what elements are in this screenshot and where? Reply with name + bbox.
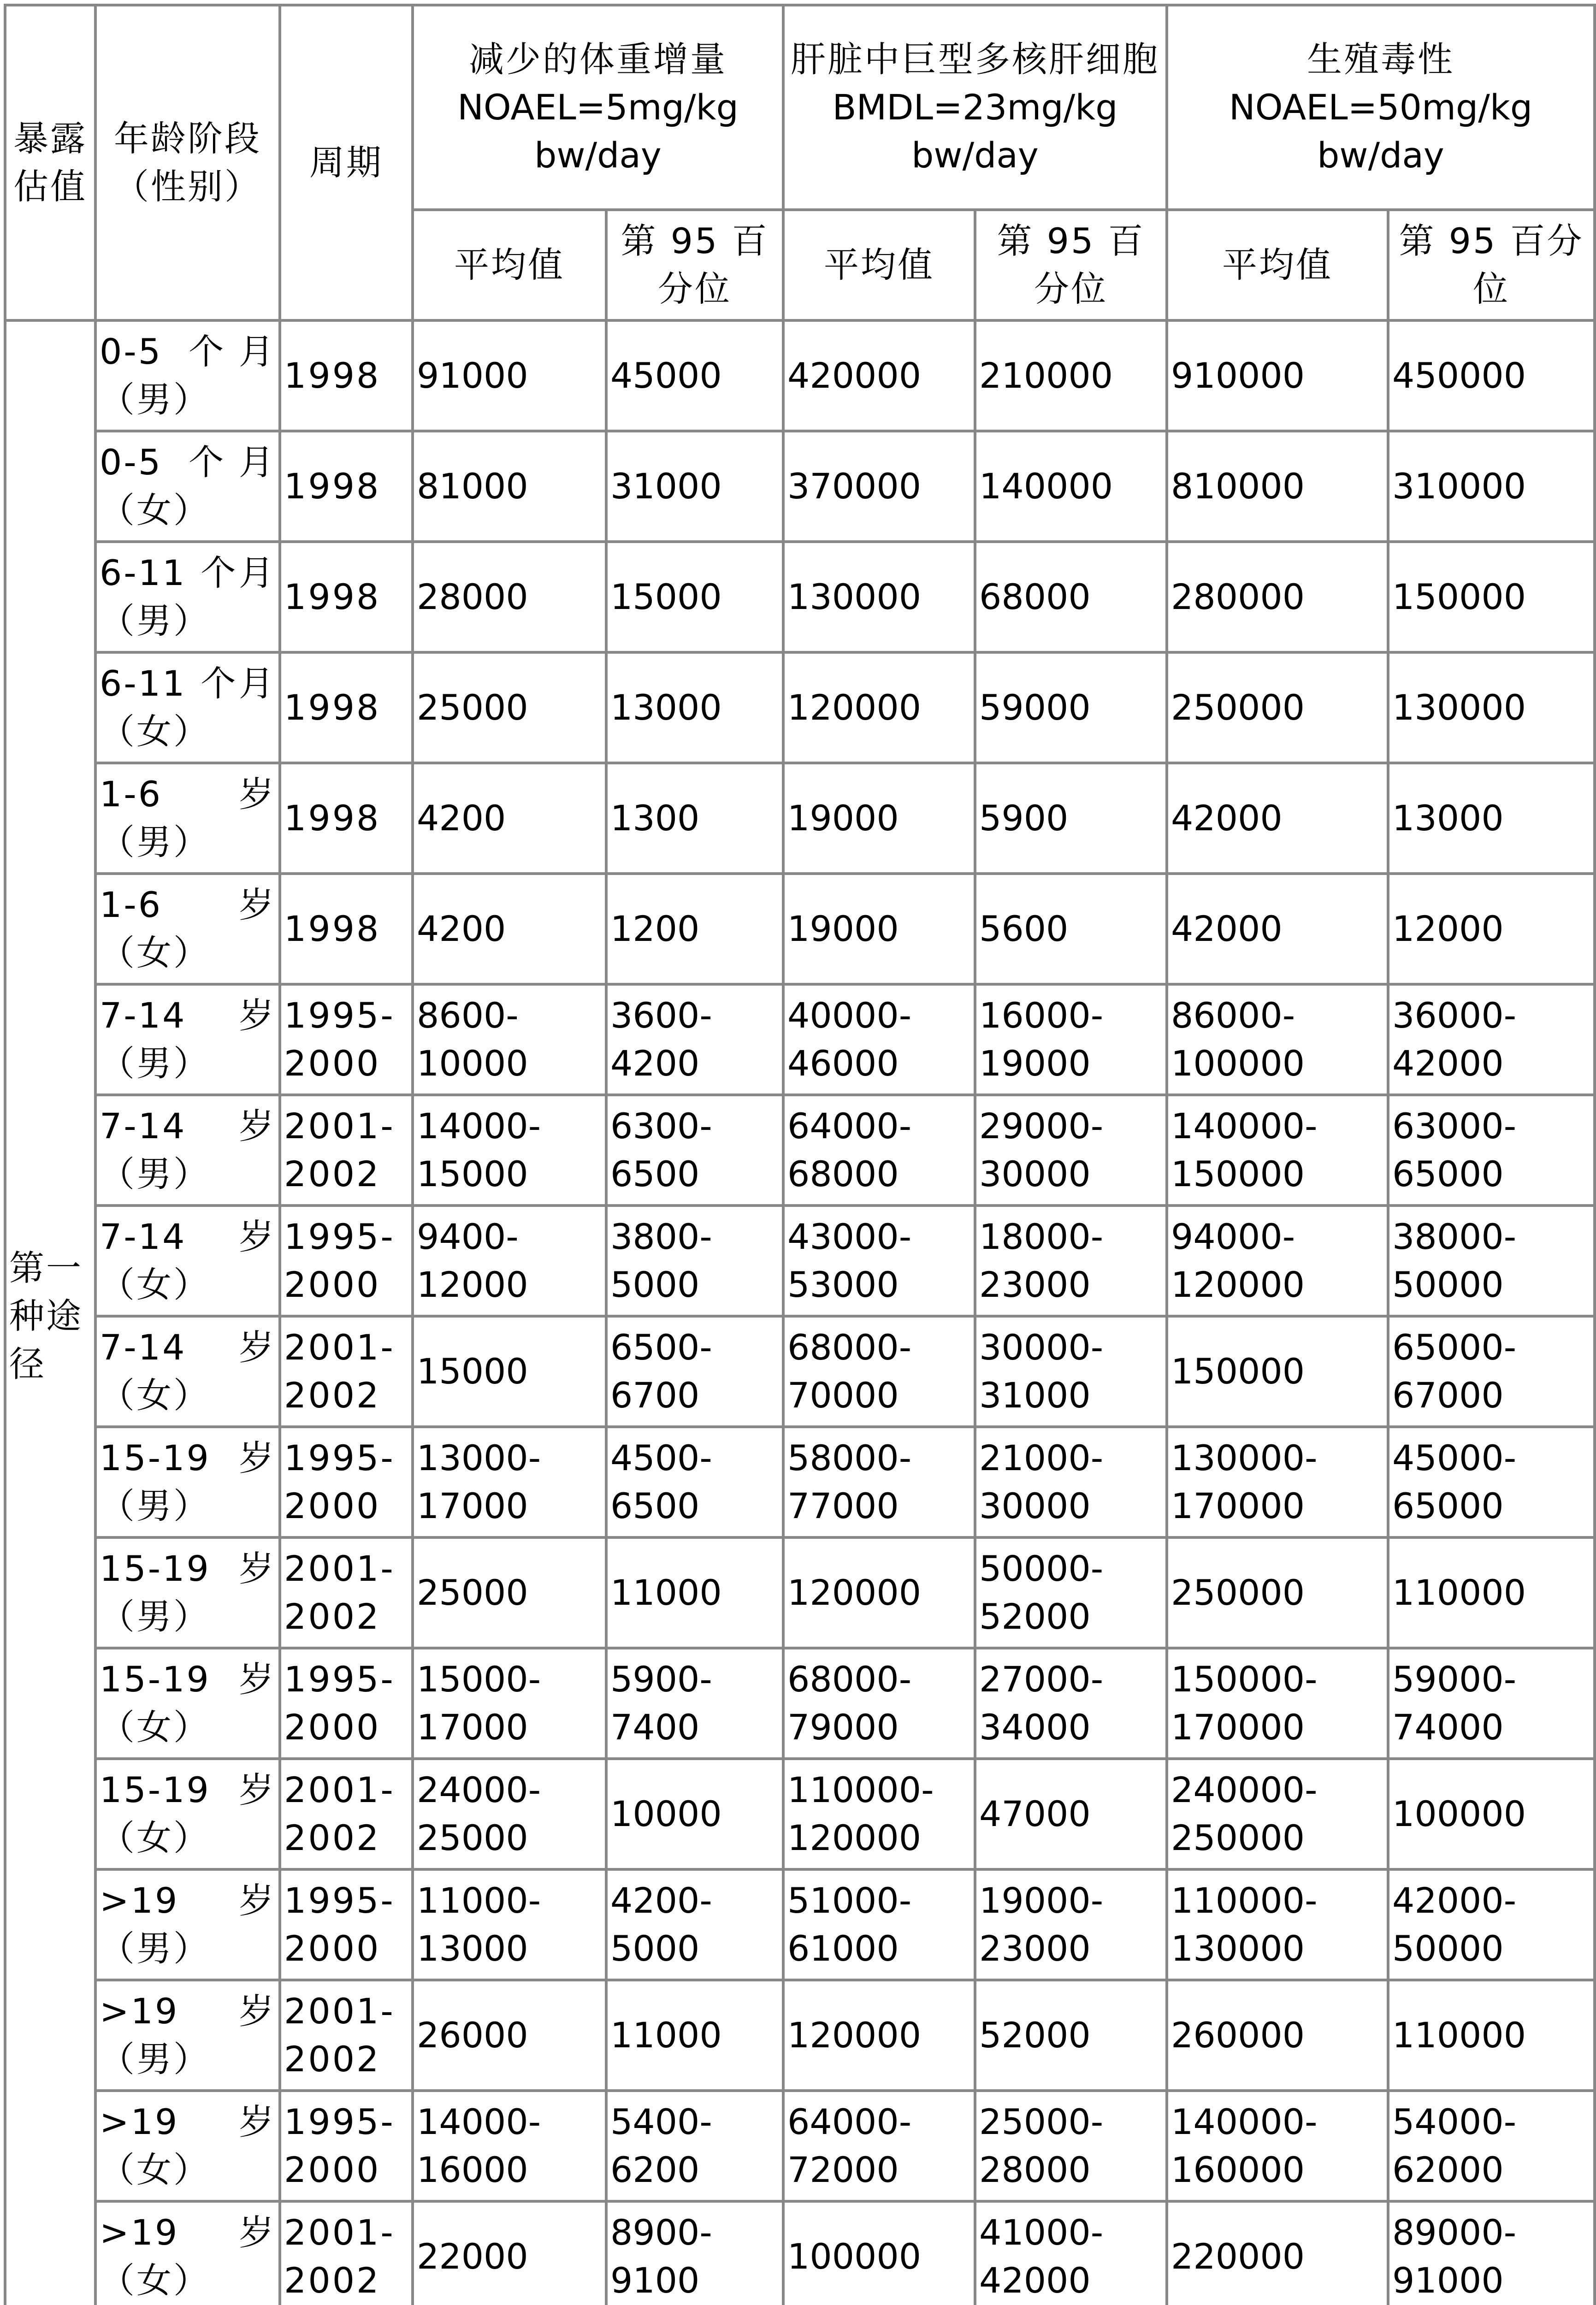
exposure-table (4, 4, 1596, 2305)
age-range: 6-11 个月 (100, 552, 276, 593)
age-group-cell (95, 2091, 280, 2201)
value-cell: 45000-65000 (1388, 1427, 1595, 1537)
header-endpoint-reproductive (1167, 5, 1595, 210)
value-cell: 21000-30000 (975, 1427, 1167, 1537)
value-cell: 16000-19000 (975, 984, 1167, 1095)
subheader-mean: 平均值 (783, 210, 975, 320)
value-cell: 3800-5000 (606, 1206, 783, 1316)
age-range: 1-6 岁 (100, 774, 276, 815)
value-cell: 15000-17000 (413, 1648, 606, 1759)
age-range: 15-19 岁 (100, 1769, 276, 1810)
value-cell: 130000-170000 (1167, 1427, 1388, 1537)
age-range: 7-14 岁 (100, 995, 276, 1036)
value-cell: 19000-23000 (975, 1869, 1167, 1980)
value-cell: 36000-42000 (1388, 984, 1595, 1095)
period-cell: 1998 (280, 320, 413, 431)
value-cell: 110000 (1388, 1537, 1595, 1648)
age-range: 7-14 岁 (100, 1105, 276, 1147)
value-cell: 1200 (606, 874, 783, 984)
subheader-mean: 平均值 (413, 210, 606, 320)
value-cell: 40000-46000 (783, 984, 975, 1095)
value-cell: 150000-170000 (1167, 1648, 1388, 1759)
age-sex: （女） (100, 2149, 210, 2190)
value-cell: 54000-62000 (1388, 2091, 1595, 2201)
value-cell: 6500-6700 (606, 1316, 783, 1427)
age-sex: （女） (100, 1264, 210, 1305)
age-range: >19 岁 (100, 2101, 276, 2142)
table-row (5, 542, 1595, 652)
value-cell: 45000 (606, 320, 783, 431)
value-cell: 89000-91000 (1388, 2201, 1595, 2305)
value-cell: 26000 (413, 1980, 606, 2091)
value-cell: 4200 (413, 763, 606, 874)
age-sex: （女） (100, 1375, 210, 1416)
value-cell: 130000 (1388, 652, 1595, 763)
value-cell: 140000-160000 (1167, 2091, 1388, 2201)
value-cell: 68000-70000 (783, 1316, 975, 1427)
value-cell: 27000-34000 (975, 1648, 1167, 1759)
age-range: 6-11 个月 (100, 663, 276, 704)
value-cell: 14000-15000 (413, 1095, 606, 1206)
age-sex: （男） (100, 822, 210, 863)
header-exposure: 暴露估值 (5, 5, 95, 320)
value-cell: 8900-9100 (606, 2201, 783, 2305)
age-range: 0-5 个月 (100, 331, 276, 372)
age-group-cell (95, 1648, 280, 1759)
age-group-cell (95, 1316, 280, 1427)
value-cell: 91000 (413, 320, 606, 431)
value-cell: 100000 (1388, 1759, 1595, 1869)
age-range: 15-19 岁 (100, 1659, 276, 1700)
age-group-cell (95, 1095, 280, 1206)
age-sex: （女） (100, 2260, 210, 2301)
age-range: 1-6 岁 (100, 884, 276, 925)
period-cell: 1998 (280, 431, 413, 542)
value-cell: 42000-50000 (1388, 1869, 1595, 1980)
value-cell: 4500-6500 (606, 1427, 783, 1537)
value-cell: 280000 (1167, 542, 1388, 652)
age-sex: （男） (100, 1485, 210, 1526)
age-range: >19 岁 (100, 2212, 276, 2253)
age-range: 15-19 岁 (100, 1548, 276, 1589)
endpoint-value: NOAEL=50mg/kg bw/day (1229, 87, 1533, 176)
value-cell: 51000-61000 (783, 1869, 975, 1980)
value-cell: 22000 (413, 2201, 606, 2305)
value-cell: 370000 (783, 431, 975, 542)
value-cell: 120000 (783, 1537, 975, 1648)
period-cell: 1995-2000 (280, 1427, 413, 1537)
age-group-cell (95, 1869, 280, 1980)
value-cell: 25000 (413, 1537, 606, 1648)
value-cell: 38000-50000 (1388, 1206, 1595, 1316)
value-cell: 310000 (1388, 431, 1595, 542)
value-cell: 15000 (606, 542, 783, 652)
age-group-cell (95, 984, 280, 1095)
table-row (5, 763, 1595, 874)
value-cell: 220000 (1167, 2201, 1388, 2305)
value-cell: 31000 (606, 431, 783, 542)
value-cell: 110000-130000 (1167, 1869, 1388, 1980)
value-cell: 65000-67000 (1388, 1316, 1595, 1427)
value-cell: 68000 (975, 542, 1167, 652)
endpoint-name: 生殖毒性 (1307, 39, 1454, 80)
age-sex: （男） (100, 1596, 210, 1637)
value-cell: 120000 (783, 1980, 975, 2091)
value-cell: 240000-250000 (1167, 1759, 1388, 1869)
header-endpoint-liver-cells (783, 5, 1167, 210)
value-cell: 5900-7400 (606, 1648, 783, 1759)
value-cell: 63000-65000 (1388, 1095, 1595, 1206)
value-cell: 13000 (606, 652, 783, 763)
age-range: >19 岁 (100, 1991, 276, 2032)
table-row (5, 320, 1595, 431)
value-cell: 59000-74000 (1388, 1648, 1595, 1759)
table-row (5, 1095, 1595, 1206)
age-sex: （男） (100, 600, 210, 641)
age-range: 7-14 岁 (100, 1216, 276, 1257)
table-row (5, 2201, 1595, 2305)
value-cell: 110000-120000 (783, 1759, 975, 1869)
age-group-cell (95, 874, 280, 984)
value-cell: 28000 (413, 542, 606, 652)
table-row (5, 984, 1595, 1095)
value-cell: 42000 (1167, 874, 1388, 984)
value-cell: 12000 (1388, 874, 1595, 984)
table-row (5, 874, 1595, 984)
value-cell: 29000-30000 (975, 1095, 1167, 1206)
value-cell: 420000 (783, 320, 975, 431)
age-sex: （男） (100, 1928, 210, 1969)
value-cell: 58000-77000 (783, 1427, 975, 1537)
table-row (5, 1537, 1595, 1648)
subheader-p95: 第 95 百分位 (1388, 210, 1595, 320)
value-cell: 52000 (975, 1980, 1167, 2091)
value-cell: 18000-23000 (975, 1206, 1167, 1316)
period-cell: 2001-2002 (280, 1537, 413, 1648)
age-sex: （男） (100, 379, 210, 420)
age-group-cell (95, 2201, 280, 2305)
period-cell: 1995-2000 (280, 1206, 413, 1316)
endpoint-value: BMDL=23mg/kg bw/day (832, 87, 1118, 176)
period-cell: 1995-2000 (280, 1648, 413, 1759)
value-cell: 86000-100000 (1167, 984, 1388, 1095)
value-cell: 11000 (606, 1537, 783, 1648)
table-row (5, 1980, 1595, 2091)
subheader-mean: 平均值 (1167, 210, 1388, 320)
value-cell: 68000-79000 (783, 1648, 975, 1759)
value-cell: 10000 (606, 1759, 783, 1869)
period-cell: 1995-2000 (280, 1869, 413, 1980)
value-cell: 250000 (1167, 652, 1388, 763)
value-cell: 42000 (1167, 763, 1388, 874)
table-row (5, 1427, 1595, 1537)
value-cell: 120000 (783, 652, 975, 763)
period-cell: 2001-2002 (280, 1316, 413, 1427)
table-row (5, 652, 1595, 763)
period-cell: 1998 (280, 874, 413, 984)
endpoint-value: NOAEL=5mg/kg bw/day (457, 87, 739, 176)
age-sex: （女） (100, 711, 210, 752)
age-sex: （女） (100, 490, 210, 531)
age-group-cell (95, 542, 280, 652)
age-sex: （男） (100, 1043, 210, 1084)
period-cell: 1995-2000 (280, 984, 413, 1095)
age-sex: （男） (100, 2039, 210, 2080)
age-group-cell (95, 1427, 280, 1537)
age-group-cell (95, 431, 280, 542)
table-row (5, 431, 1595, 542)
age-group-cell (95, 1537, 280, 1648)
value-cell: 8600-10000 (413, 984, 606, 1095)
value-cell: 94000-120000 (1167, 1206, 1388, 1316)
value-cell: 6300-6500 (606, 1095, 783, 1206)
period-cell: 2001-2002 (280, 1980, 413, 2091)
table-row (5, 1869, 1595, 1980)
header-age-group: 年龄阶段（性别） (95, 5, 280, 320)
value-cell: 910000 (1167, 320, 1388, 431)
age-range: 15-19 岁 (100, 1437, 276, 1478)
age-sex: （男） (100, 1153, 210, 1194)
value-cell: 140000 (975, 431, 1167, 542)
route-label: 第一种途径 (5, 320, 95, 2305)
period-cell: 1995-2000 (280, 2091, 413, 2201)
value-cell: 5900 (975, 763, 1167, 874)
value-cell: 25000 (413, 652, 606, 763)
table-row (5, 2091, 1595, 2201)
value-cell: 30000-31000 (975, 1316, 1167, 1427)
value-cell: 59000 (975, 652, 1167, 763)
header-period: 周期 (280, 5, 413, 320)
table-row (5, 1206, 1595, 1316)
value-cell: 3600-4200 (606, 984, 783, 1095)
value-cell: 100000 (783, 2201, 975, 2305)
age-group-cell (95, 1980, 280, 2091)
endpoint-name: 减少的体重增量 (469, 39, 727, 80)
value-cell: 19000 (783, 763, 975, 874)
value-cell: 140000-150000 (1167, 1095, 1388, 1206)
value-cell: 5400-6200 (606, 2091, 783, 2201)
table-row (5, 1648, 1595, 1759)
value-cell: 14000-16000 (413, 2091, 606, 2201)
value-cell: 210000 (975, 320, 1167, 431)
age-sex: （女） (100, 1707, 210, 1748)
value-cell: 130000 (783, 542, 975, 652)
table-row (5, 1759, 1595, 1869)
age-range: >19 岁 (100, 1880, 276, 1921)
age-group-cell (95, 1206, 280, 1316)
value-cell: 15000 (413, 1316, 606, 1427)
value-cell: 260000 (1167, 1980, 1388, 2091)
value-cell: 41000-42000 (975, 2201, 1167, 2305)
age-sex: （女） (100, 932, 210, 973)
value-cell: 9400-12000 (413, 1206, 606, 1316)
value-cell: 64000-72000 (783, 2091, 975, 2201)
header-row-1 (5, 5, 1595, 210)
value-cell: 19000 (783, 874, 975, 984)
value-cell: 13000-17000 (413, 1427, 606, 1537)
value-cell: 50000-52000 (975, 1537, 1167, 1648)
value-cell: 43000-53000 (783, 1206, 975, 1316)
age-group-cell (95, 652, 280, 763)
age-range: 7-14 岁 (100, 1327, 276, 1368)
age-range: 0-5 个月 (100, 442, 276, 483)
period-cell: 2001-2002 (280, 2201, 413, 2305)
value-cell: 11000 (606, 1980, 783, 2091)
period-cell: 1998 (280, 542, 413, 652)
period-cell: 2001-2002 (280, 1095, 413, 1206)
value-cell: 64000-68000 (783, 1095, 975, 1206)
value-cell: 250000 (1167, 1537, 1388, 1648)
period-cell: 2001-2002 (280, 1759, 413, 1869)
value-cell: 5600 (975, 874, 1167, 984)
header-endpoint-weight-gain (413, 5, 783, 210)
value-cell: 150000 (1167, 1316, 1388, 1427)
value-cell: 450000 (1388, 320, 1595, 431)
age-group-cell (95, 1759, 280, 1869)
age-sex: （女） (100, 1817, 210, 1858)
value-cell: 11000-13000 (413, 1869, 606, 1980)
value-cell: 150000 (1388, 542, 1595, 652)
subheader-p95: 第 95 百分位 (975, 210, 1167, 320)
value-cell: 25000-28000 (975, 2091, 1167, 2201)
value-cell: 47000 (975, 1759, 1167, 1869)
value-cell: 4200-5000 (606, 1869, 783, 1980)
table-row (5, 1316, 1595, 1427)
value-cell: 110000 (1388, 1980, 1595, 2091)
value-cell: 4200 (413, 874, 606, 984)
value-cell: 1300 (606, 763, 783, 874)
subheader-p95: 第 95 百分位 (606, 210, 783, 320)
period-cell: 1998 (280, 763, 413, 874)
endpoint-name: 肝脏中巨型多核肝细胞 (791, 39, 1159, 80)
value-cell: 81000 (413, 431, 606, 542)
age-group-cell (95, 763, 280, 874)
period-cell: 1998 (280, 652, 413, 763)
value-cell: 810000 (1167, 431, 1388, 542)
value-cell: 13000 (1388, 763, 1595, 874)
value-cell: 24000-25000 (413, 1759, 606, 1869)
age-group-cell (95, 320, 280, 431)
